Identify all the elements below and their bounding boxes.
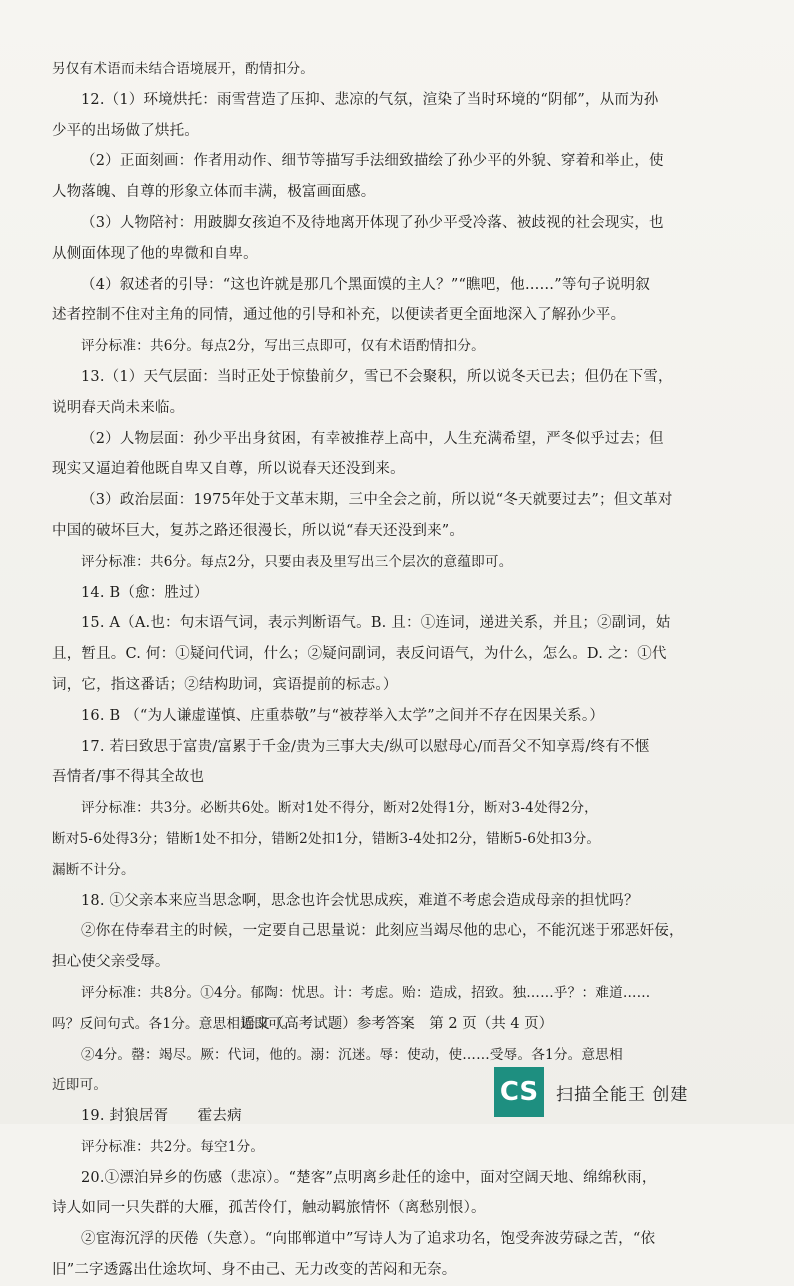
text-line: 从侧面体现了他的卑微和自卑。 <box>52 245 258 262</box>
text-line: 评分标准：共3分。必断共6处。断对1处不得分，断对2处得1分，断对3-4处得2分， <box>81 800 598 817</box>
text-line: 15. A（A.也：句末语气词，表示判断语气。B. 且：①连词，递进关系，并且；②副词，姑 <box>81 615 671 632</box>
text-line: 述者控制不住对主角的同情，通过他的引导和补充，以便读者更全面地深入了解孙少平。 <box>52 307 626 324</box>
text-line: 中国的破坏巨大，复苏之路还很漫长，所以说“春天还没到来”。 <box>52 522 465 539</box>
text-line: 担心使父亲受辱。 <box>52 954 170 971</box>
text-line: （2）人物层面：孙少平出身贫困，有幸被推荐上高中，人生充满希望，严冬似乎过去；但 <box>81 430 664 447</box>
text-line: 18. ①父亲本来应当思念啊，思念也许会忧思成疾，难道不考虑会造成母亲的担忧吗？ <box>81 892 639 909</box>
text-line: 吗？反问句式。各1分。意思相近即可。 <box>52 1015 296 1032</box>
text-line: 人物落魄、自尊的形象立体而丰满，极富画面感。 <box>52 184 376 201</box>
text-line: 20.①漂泊异乡的伤感（悲凉）。“楚客”点明离乡赴任的途中，面对空阔天地、绵绵秋雨， <box>81 1169 657 1186</box>
text-line: ②宦海沉浮的厌倦（失意）。“向邯郸道中”写诗人为了追求功名，饱受奔波劳碌之苦，“依 <box>81 1231 656 1248</box>
text-line: （3）政治层面：1975年处于文革末期，三中全会之前，所以说“冬天就要过去”；但文革对 <box>81 492 673 509</box>
text-line: （2）正面刻画：作者用动作、细节等描写手法细致描绘了孙少平的外貌、穿着和举止，使 <box>81 153 664 170</box>
text-line: 另仅有术语而未结合语境展开，酌情扣分。 <box>52 61 315 77</box>
text-line: 12.（1）环境烘托：雨雪营造了压抑、悲凉的气氛，渲染了当时环境的“阴郁”，从而为孙 <box>81 91 659 108</box>
text-line: （3）人物陪衬：用跛脚女孩迫不及待地离开体现了孙少平受冷落、被歧视的社会现实，也 <box>81 214 664 231</box>
text-line: 且，暂且。C. 何：①疑问代词，什么；②疑问副词，表反问语气，为什么，怎么。D. 之：①代 <box>52 646 667 663</box>
text-line: 漏断不计分。 <box>52 861 135 878</box>
text-line: 说明春天尚未来临。 <box>52 399 185 416</box>
text-line: （4）叙述者的引导：“这也许就是那几个黑面馍的主人？”“瞧吧，他……”等句子说明叙 <box>81 276 651 293</box>
text-line: 少平的出场做了烘托。 <box>52 122 199 139</box>
text-line: 13.（1）天气层面：当时正处于惊蛰前夕，雪已不会聚积，所以说冬天已去；但仍在下雪， <box>81 368 673 385</box>
text-line: 旧”二字透露出仕途坎坷、身不由己、无力改变的苦闷和无奈。 <box>52 1262 457 1279</box>
text-line: 19. 封狼居胥 霍去病 <box>81 1108 242 1125</box>
camscanner-watermark-text: 扫描全能王 创建 <box>556 1085 689 1105</box>
text-line: 评分标准：共2分。每空1分。 <box>81 1138 265 1155</box>
text-line: ②你在侍奉君主的时候，一定要自己思量说：此刻应当竭尽他的忠心，不能沉迷于邪恶奸佞， <box>81 923 684 940</box>
text-line: 诗人如同一只失群的大雁，孤苦伶仃，触动羁旅情怀（离愁别恨）。 <box>52 1200 486 1217</box>
text-line: 评分标准：共6分。每点2分，只要由表及里写出三个层次的意蕴即可。 <box>81 553 513 570</box>
page-footer: 语文（高考试题）参考答案 第 2 页（共 4 页） <box>240 1016 554 1032</box>
text-line: 吾情者/事不得其全故也 <box>52 769 205 786</box>
text-line: 14. B（愈：胜过） <box>81 584 209 601</box>
text-line: 16. B （“为人谦虚谨慎、庄重恭敬”与“被荐举入太学”之间并不存在因果关系。） <box>81 707 605 724</box>
text-line: 现实又逼迫着他既自卑又自尊，所以说春天还没到来。 <box>52 461 405 478</box>
text-line: 17. 若曰致思于富贵/富累于千金/贵为三事大夫/纵可以慰母心/而吾父不知享焉/终有不惬 <box>81 738 650 755</box>
text-line: 评分标准：共8分。①4分。郁陶：忧思。计：考虑。贻：造成，招致。独……乎？：难道…… <box>81 984 651 1001</box>
text-line: 评分标准：共6分。每点2分，写出三点即可，仅有术语酌情扣分。 <box>81 338 485 355</box>
text-line: 词，它，指这番话；②结构助词，宾语提前的标志。） <box>52 676 398 693</box>
text-line: 断对5-6处得3分；错断1处不扣分，错断2处扣1分，错断3-4处扣2分，错断5-6处扣3分。 <box>52 830 601 847</box>
text-line: ②4分。罄：竭尽。厥：代词，他的。溺：沉迷。辱：使动，使……受辱。各1分。意思相 <box>81 1046 623 1063</box>
camscanner-logo-icon: CS <box>494 1067 544 1117</box>
text-line: 近即可。 <box>52 1077 108 1094</box>
